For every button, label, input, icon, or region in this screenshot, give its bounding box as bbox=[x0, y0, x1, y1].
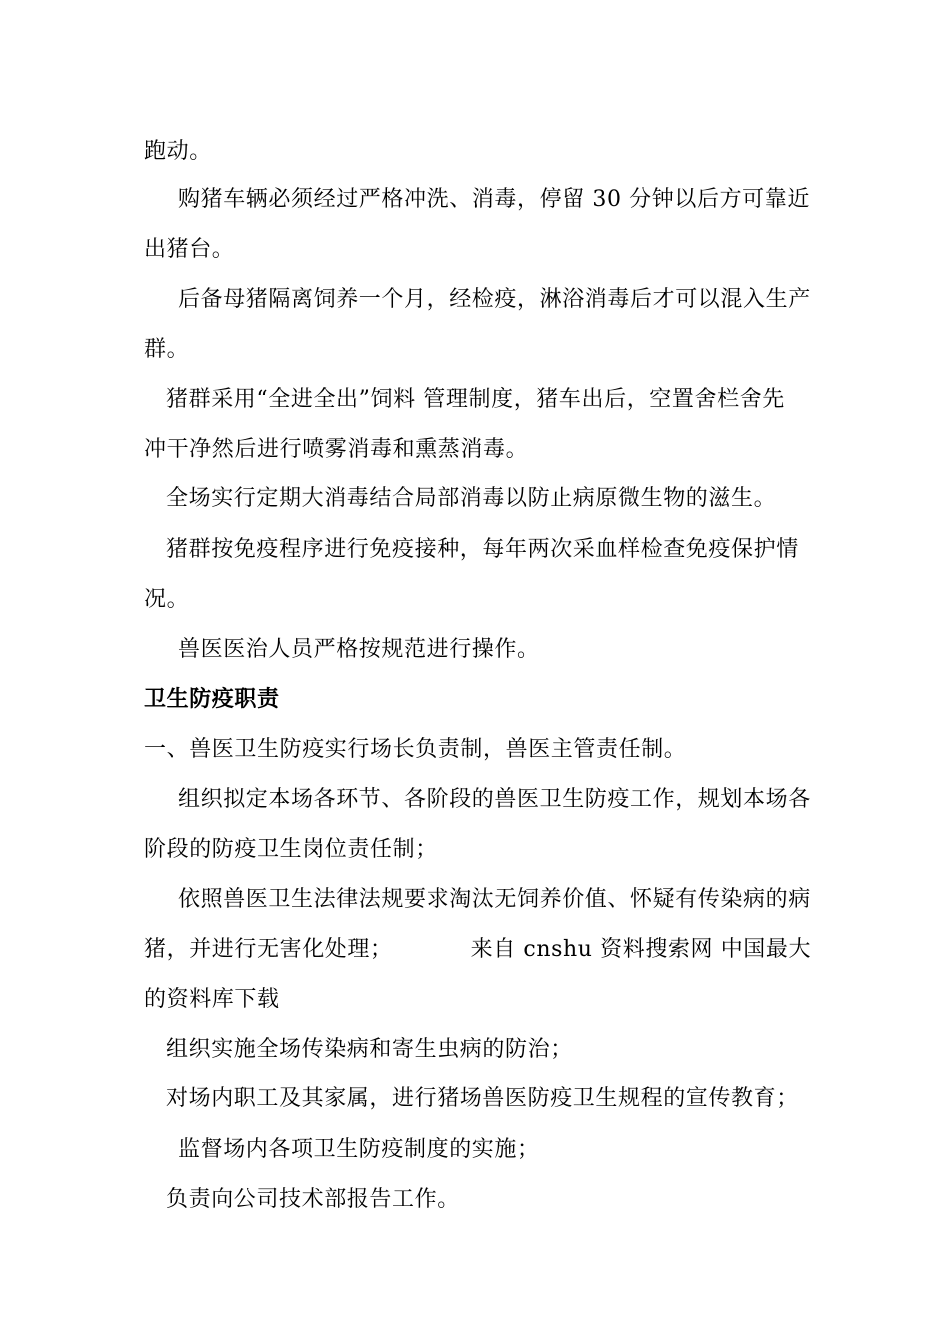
text-line: 猪群按免疫程序进行免疫接种，每年两次采血样检查免疫保护情 bbox=[166, 537, 799, 562]
text-line: 监督场内各项卫生防疫制度的实施； bbox=[178, 1137, 540, 1162]
text-line: 冲干净然后进行喷雾消毒和熏蒸消毒。 bbox=[144, 437, 529, 462]
section-heading: 卫生防疫职责 bbox=[144, 687, 280, 712]
text-segment: 猪，并进行无害化处理； bbox=[144, 937, 393, 962]
text-line: 兽医医治人员严格按规范进行操作。 bbox=[178, 637, 540, 662]
text-line: 阶段的防疫卫生岗位责任制； bbox=[144, 837, 438, 862]
text-line: 购猪车辆必须经过严格冲洗、消毒，停留 30 分钟以后方可靠近 bbox=[178, 187, 810, 212]
text-line: 组织实施全场传染病和寄生虫病的防治； bbox=[166, 1037, 573, 1062]
text-line: 的资料库下载 bbox=[144, 987, 280, 1012]
text-line: 群。 bbox=[144, 337, 190, 362]
text-line: 对场内职工及其家属，进行猪场兽医防疫卫生规程的宣传教育； bbox=[166, 1086, 799, 1111]
text-line: 全场实行定期大消毒结合局部消毒以防止病原微生物的滋生。 bbox=[166, 486, 777, 511]
text-line bbox=[144, 936, 811, 964]
text-line: 跑动。 bbox=[144, 139, 212, 164]
text-line: 一、兽医卫生防疫实行场长负责制，兽医主管责任制。 bbox=[144, 737, 687, 762]
text-line: 猪群采用“全进全出”饲料 管理制度，猪车出后，空置舍栏舍先 bbox=[166, 387, 785, 412]
text-line: 况。 bbox=[144, 587, 190, 612]
text-line: 依照兽医卫生法律法规要求淘汰无饲养价值、怀疑有传染病的病 bbox=[178, 887, 811, 912]
text-line: 负责向公司技术部报告工作。 bbox=[166, 1187, 460, 1212]
text-line: 组织拟定本场各环节、各阶段的兽医卫生防疫工作，规划本场各 bbox=[178, 787, 811, 812]
text-line: 后备母猪隔离饲养一个月，经检疫，淋浴消毒后才可以混入生产 bbox=[178, 287, 811, 312]
text-line: 出猪台。 bbox=[144, 237, 235, 262]
source-note: 来自 cnshu 资料搜索网 中国最大 bbox=[470, 937, 812, 962]
